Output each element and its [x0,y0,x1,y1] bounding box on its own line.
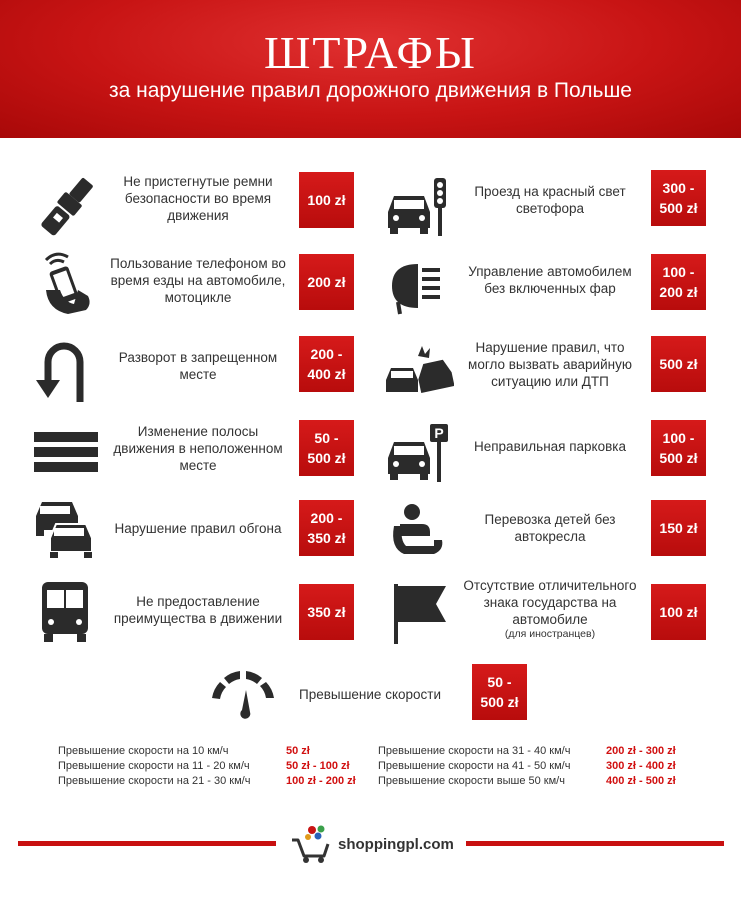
fine-label: Неправильная парковка [473,438,626,454]
fine-amount: 200 zł [299,254,354,310]
fine-amount: 100 - 500 zł [651,420,706,476]
fine-amount: 350 zł [299,584,354,640]
brand-name: shoppingpl.com [338,836,454,853]
phone-in-hand-icon [32,250,102,320]
fine-amount: 500 zł [651,336,706,392]
speeding-row-amount: 50 zł - 100 zł [286,760,350,772]
overtaking-cars-icon [30,496,100,566]
child-seat-icon [384,496,454,566]
bus-icon [30,578,100,648]
header-banner [0,0,741,138]
fine-label: Управление автомобилем без включенных фар [468,264,632,296]
speeding-row-desc: Превышение скорости на 10 км/ч [58,745,229,757]
fine-amount: 300 - 500 zł [651,170,706,226]
svg-text:P: P [434,425,444,441]
page-subtitle: за нарушение правил дорожного движения в Польше [109,79,632,102]
speeding-label: Превышение скорости [299,686,441,702]
page-title: ШТРАФЫ [264,27,477,78]
fine-label [460,574,640,644]
fine-amount: 50 - 500 zł [299,420,354,476]
fine-amount: 100 zł [299,172,354,228]
speeding-row-amount: 50 zł [286,745,310,757]
speeding-row-desc: Превышение скорости на 21 - 30 км/ч [58,775,251,787]
car-traffic-light-icon [384,172,454,242]
speeding-row-desc: Превышение скорости выше 50 км/ч [378,775,565,787]
lane-lines-icon [32,418,102,488]
speedometer-icon [208,664,278,734]
fine-amount: 100 - 200 zł [651,254,706,310]
speeding-row-amount: 100 zł - 200 zł [286,775,356,787]
seatbelt-icon [32,172,102,242]
speeding-row-desc: Превышение скорости на 31 - 40 км/ч [378,745,571,757]
fine-amount: 100 zł [651,584,706,640]
fine-label: Разворот в запрещенном месте [118,350,278,382]
car-crash-icon [384,336,454,406]
speeding-row-amount: 400 zł - 500 zł [606,775,676,787]
fine-label: Пользование телефоном во время езды на автомобиле, мотоцикле [110,255,286,305]
fine-label: Не предоставление преимущества в движении [113,594,283,626]
fine-label: Изменение полосы движения в неположенном месте [113,423,283,473]
fine-label-text: Отсутствие отличительного знака государства на автомобиле [463,578,637,627]
fine-label: Перевозка детей без автокресла [484,512,616,544]
speeding-row-amount: 300 zł - 400 zł [606,760,676,772]
fine-label-note: (для иностранцев) [504,628,596,640]
fine-label: Проезд на красный свет светофора [474,184,626,216]
flag-icon [388,578,458,648]
fine-amount: 200 - 350 zł [299,500,354,556]
speeding-fine-amount: 50 - 500 zł [472,664,527,720]
headlight-icon [384,250,454,320]
u-turn-icon [30,336,100,406]
shopping-cart-icon [290,824,336,864]
footer-divider-left [18,841,276,846]
fine-label: Не пристегнутые ремни безопасности во время движения [123,173,273,223]
speeding-row-amount: 200 zł - 300 zł [606,745,676,757]
speeding-row-desc: Превышение скорости на 41 - 50 км/ч [378,760,571,772]
fine-label: Нарушение правил обгона [114,520,282,536]
fine-amount: 150 zł [651,500,706,556]
fine-label: Нарушение правил, что могло вызвать аварийную ситуацию или ДТП [468,339,632,389]
footer-divider-right [466,841,724,846]
fine-amount: 200 - 400 zł [299,336,354,392]
car-parking-icon [384,418,454,488]
speeding-row-desc: Превышение скорости на 11 - 20 км/ч [58,760,250,772]
brand-logo[interactable] [290,820,460,866]
